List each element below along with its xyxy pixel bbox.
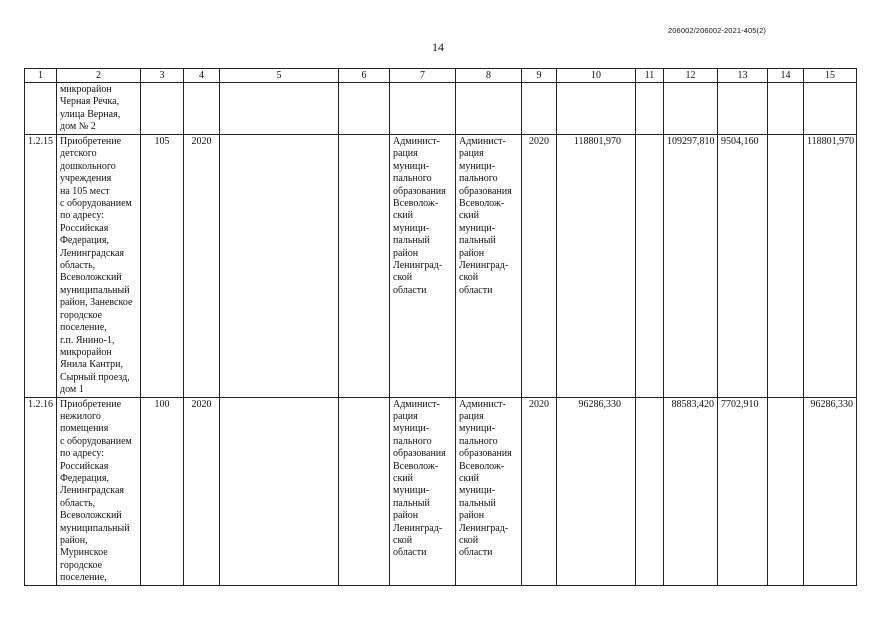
cell-col-1: 1.2.16 — [25, 397, 57, 585]
cell-col-3: 100 — [141, 397, 184, 585]
cell-col-13: 9504,160 — [718, 135, 768, 398]
cell-col-4 — [184, 83, 220, 135]
cell-col-6 — [339, 83, 390, 135]
cell-col-15: 96286,330 — [804, 397, 857, 585]
cell-col-10: 118801,970 — [557, 135, 636, 398]
cell-col-4: 2020 — [184, 135, 220, 398]
column-number-12: 12 — [664, 69, 718, 83]
cell-col-10: 96286,330 — [557, 397, 636, 585]
cell-col-1 — [25, 83, 57, 135]
column-number-5: 5 — [220, 69, 339, 83]
cell-col-3 — [141, 83, 184, 135]
cell-col-14 — [768, 135, 804, 398]
table-body — [25, 69, 857, 586]
column-number-4: 4 — [184, 69, 220, 83]
column-number-2: 2 — [57, 69, 141, 83]
column-number-13: 13 — [718, 69, 768, 83]
cell-col-12 — [664, 83, 718, 135]
cell-col-6 — [339, 397, 390, 585]
cell-col-2: Приобретение детского дошкольного учреждения на 105 мест с оборудованием по адресу: Российская Федерация, Ленинградская область, Всеволожский муниципальный район, Заневское городское поселение, г.п. Янино-1, микрорайон Янила Кантри, Сырный проезд, дом 1 — [57, 135, 141, 398]
cell-col-1: 1.2.15 — [25, 135, 57, 398]
cell-col-9 — [522, 83, 557, 135]
column-number-10: 10 — [557, 69, 636, 83]
column-number-15: 15 — [804, 69, 857, 83]
cell-col-4: 2020 — [184, 397, 220, 585]
column-number-11: 11 — [636, 69, 664, 83]
cell-col-15: 118801,970 — [804, 135, 857, 398]
table-row — [25, 135, 857, 398]
cell-col-8 — [456, 83, 522, 135]
cell-col-7: Админист- рация муници- пального образования Всеволож- ский муници- пальный район Ленинград- ской области — [390, 135, 456, 398]
cell-col-13: 7702,910 — [718, 397, 768, 585]
column-number-9: 9 — [522, 69, 557, 83]
column-number-14: 14 — [768, 69, 804, 83]
column-number-6: 6 — [339, 69, 390, 83]
program-table — [24, 68, 857, 586]
table-row — [25, 83, 857, 135]
cell-col-9: 2020 — [522, 397, 557, 585]
cell-col-11 — [636, 397, 664, 585]
cell-col-10 — [557, 83, 636, 135]
cell-col-5 — [220, 135, 339, 398]
table-row — [25, 397, 857, 585]
cell-col-14 — [768, 397, 804, 585]
column-number-row — [25, 69, 857, 83]
cell-col-5 — [220, 397, 339, 585]
cell-col-8: Админист- рация муници- пального образования Всеволож- ский муници- пальный район Ленинград- ской области — [456, 135, 522, 398]
cell-col-11 — [636, 135, 664, 398]
column-number-8: 8 — [456, 69, 522, 83]
cell-col-12: 109297,810 — [664, 135, 718, 398]
cell-col-13 — [718, 83, 768, 135]
column-number-1: 1 — [25, 69, 57, 83]
page-number: 14 — [432, 40, 444, 54]
cell-col-7 — [390, 83, 456, 135]
cell-col-3: 105 — [141, 135, 184, 398]
cell-col-8: Админист- рация муници- пального образования Всеволож- ский муници- пальный район Ленинград- ской области — [456, 397, 522, 585]
cell-col-6 — [339, 135, 390, 398]
cell-col-9: 2020 — [522, 135, 557, 398]
cell-col-12: 88583,420 — [664, 397, 718, 585]
column-number-3: 3 — [141, 69, 184, 83]
cell-col-5 — [220, 83, 339, 135]
document-code: 206002/206002-2021-405(2) — [668, 26, 766, 35]
cell-col-15 — [804, 83, 857, 135]
cell-col-14 — [768, 83, 804, 135]
cell-col-7: Админист- рация муници- пального образования Всеволож- ский муници- пальный район Ленинград- ской области — [390, 397, 456, 585]
cell-col-2: Приобретение нежилого помещения с оборудованием по адресу: Российская Федерация, Ленинградская область, Всеволожский муниципальный район, Муринское городское поселение, — [57, 397, 141, 585]
cell-col-11 — [636, 83, 664, 135]
cell-col-2: микрорайон Черная Речка, улица Верная, дом № 2 — [57, 83, 141, 135]
column-number-7: 7 — [390, 69, 456, 83]
